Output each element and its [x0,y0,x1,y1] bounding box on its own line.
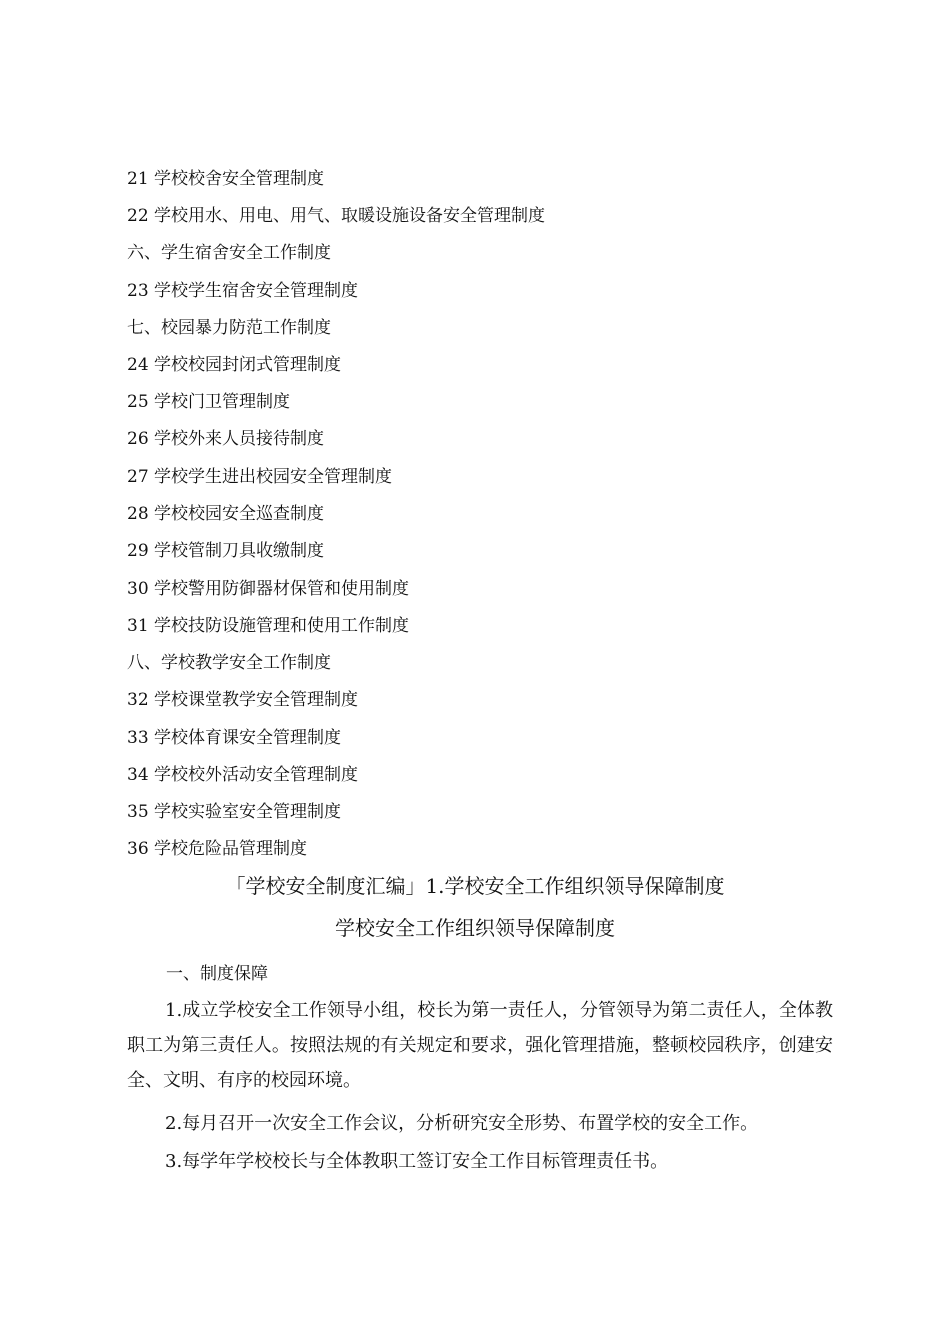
toc-item: 25 学校门卫管理制度 [127,392,291,412]
document-title: 学校安全工作组织领导保障制度 [335,916,615,940]
paragraph: 2.每月召开一次安全工作会议，分析研究安全形势、布置学校的安全工作。 [165,1113,759,1134]
toc-item: 23 学校学生宿舍安全管理制度 [127,281,359,301]
main-heading: 「学校安全制度汇编」1.学校安全工作组织领导保障制度 [225,874,725,898]
toc-item: 33 学校体育课安全管理制度 [127,728,342,748]
toc-item: 35 学校实验室安全管理制度 [127,802,342,822]
toc-item: 34 学校校外活动安全管理制度 [127,765,359,785]
toc-item: 36 学校危险品管理制度 [127,839,308,859]
toc-item: 32 学校课堂教学安全管理制度 [127,690,359,710]
toc-item: 27 学校学生进出校园安全管理制度 [127,467,393,487]
toc-section-heading: 八、学校教学安全工作制度 [127,653,331,673]
toc-item: 26 学校外来人员接待制度 [127,429,325,449]
toc-item: 21 学校校舍安全管理制度 [127,169,325,189]
toc-item: 22 学校用水、用电、用气、取暖设施设备安全管理制度 [127,206,546,226]
section-title: 一、制度保障 [166,964,268,984]
toc-item: 30 学校警用防御器材保管和使用制度 [127,579,410,599]
toc-item: 31 学校技防设施管理和使用工作制度 [127,616,410,636]
paragraph: 1.成立学校安全工作领导小组，校长为第一责任人，分管领导为第二责任人，全体教职工为第三责任人。按照法规的有关规定和要求，强化管理措施，整顿校园秩序，创建安全、文明、有序的校园环境。 [127,1000,833,1091]
toc-section-heading: 七、校园暴力防范工作制度 [127,318,331,338]
toc-section-heading: 六、学生宿舍安全工作制度 [127,243,331,263]
toc-item: 24 学校校园封闭式管理制度 [127,355,342,375]
toc-item: 28 学校校园安全巡查制度 [127,504,325,524]
toc-item: 29 学校管制刀具收缴制度 [127,541,325,561]
paragraph: 3.每学年学校校长与全体教职工签订安全工作目标管理责任书。 [165,1151,669,1172]
